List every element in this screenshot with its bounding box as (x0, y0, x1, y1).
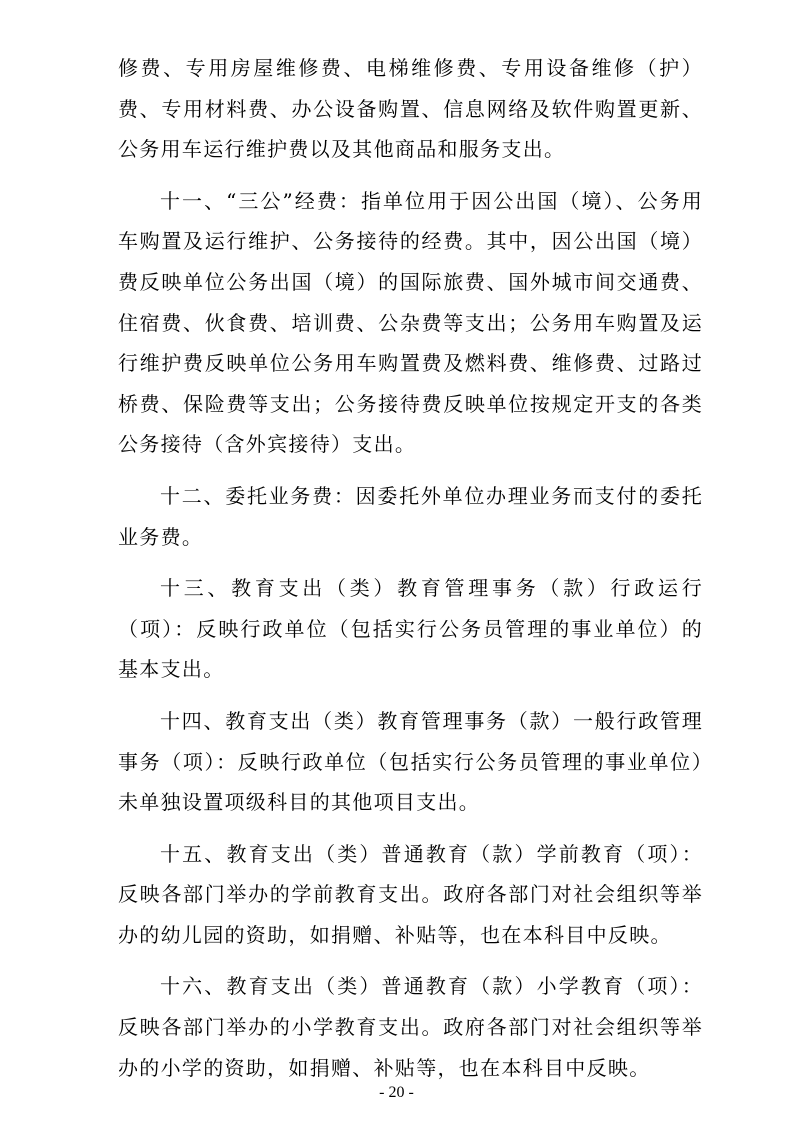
paragraph-continuation: 修费、专用房屋维修费、电梯维修费、专用设备维修（护）费、专用材料费、办公设备购置、信息网络及软件购置更新、公务用车运行维护费以及其他商品和服务支出。 (118, 56, 703, 162)
page-number: - 20 - (379, 1084, 414, 1101)
paragraph-item-13: 十三、教育支出（类）教育管理事务（款）行政运行（项）：反映行政单位（包括实行公务员管理的事业单位）的基本支出。 (118, 576, 703, 682)
paragraph-item-14: 十四、教育支出（类）教育管理事务（款）一般行政管理事务（项）：反映行政单位（包括实行公务员管理的事业单位）未单独设置项级科目的其他项目支出。 (118, 708, 703, 815)
paragraph-item-11: 十一、“三公”经费：指单位用于因公出国（境）、公务用车购置及运行维护、公务接待的经费。其中，因公出国（境）费反映单位公务出国（境）的国际旅费、国外城市间交通费、住宿费、伙食费、培训费、公杂费等支出；公务用车购置及运行维护费反映单位公务用车购置费及燃料费、维修费、过路过桥费、保险费等支出；公务接待费反映单位按规定开支的各类公务接待（含外宾接待）支出。 (118, 188, 703, 457)
document-body (118, 48, 703, 1099)
paragraph-item-12: 十二、委托业务费：因委托外单位办理业务而支付的委托业务费。 (118, 483, 703, 549)
paragraph-item-15: 十五、教育支出（类）普通教育（款）学前教育（项）：反映各部门举办的学前教育支出。政府各部门对社会组织等举办的幼儿园的资助，如捐赠、补贴等，也在本科目中反映。 (118, 841, 703, 947)
paragraph-item-16: 十六、教育支出（类）普通教育（款）小学教育（项）：反映各部门举办的小学教育支出。政府各部门对社会组织等举办的小学的资助，如捐赠、补贴等，也在本科目中反映。 (118, 974, 703, 1080)
